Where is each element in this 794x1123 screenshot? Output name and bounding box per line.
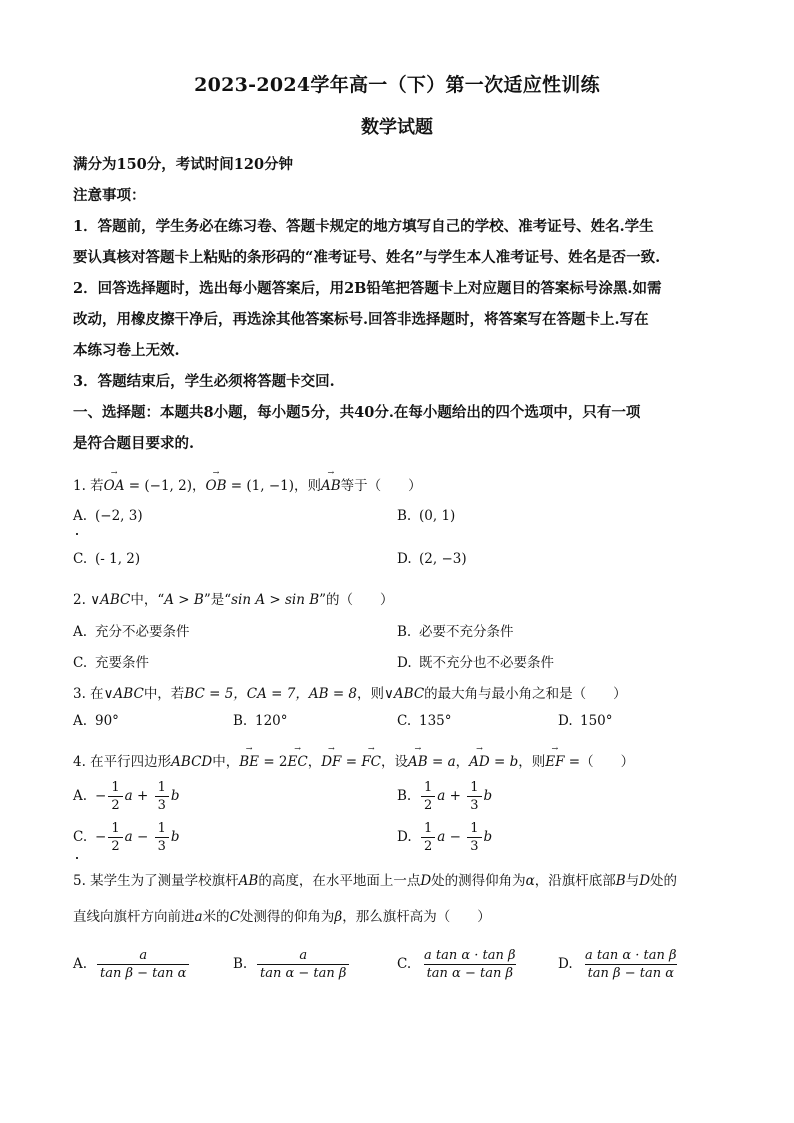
question-2-option-b: B. 必要不充分条件 <box>397 624 514 640</box>
question-5-option-a: A. $\frac{a}{\text{tan β − tan α}}$ <box>73 948 191 981</box>
question-1-option-b: B. (0, 1) <box>397 508 456 524</box>
question-5-stem-line-2: 直线向旗杆方向前进a米的C处测得的仰角为β，那么旗杆高为（ ） <box>73 909 491 925</box>
question-4-stem: 4. 在平行四边形ABCD中，→ BE = 2→ EC，→ DF = → FC，设→ AB = a，→ AD = b，则→ EF =（ ） <box>73 750 634 770</box>
section-1-line-1: 一、选择题：本题共8小题，每小题5分，共40分.在每小题给出的四个选项中，只有一项 <box>73 404 641 421</box>
vector-ec: → EC <box>288 754 308 770</box>
notes-title: 注意事项： <box>73 187 146 204</box>
note-1-line-2: 要认真核对答题卡上粘贴的条形码的“准考证号、姓名”与学生本人准考证号、姓名是否一致. <box>73 249 661 266</box>
question-5-option-b: B. $\frac{a}{\text{tan α − tan β}}$ <box>233 948 351 981</box>
question-1-option-c: C. (- 1, 2) <box>73 551 141 567</box>
vector-ab-2: → AB <box>408 754 428 770</box>
question-4-option-b: B. $\frac{1}{2}$ a + $\frac{1}{3}$ b <box>397 780 493 813</box>
vector-ef: → EF <box>545 754 564 770</box>
question-3-option-b: B. 120° <box>233 713 288 729</box>
note-2-line-2: 改动，用橡皮擦干净后，再选涂其他答案标号.回答非选择题时，将答案写在答题卡上.写在 <box>73 311 649 328</box>
question-5-option-d: D. $\frac{\text{a tan α · tan β}}{\text{tan β − tan α}}$ <box>558 948 677 981</box>
question-1-option-a: A. (−2, 3) <box>73 508 143 524</box>
vector-ad: → AD <box>469 754 490 770</box>
vector-df: → DF <box>321 754 341 770</box>
question-5-stem-line-1: 5. 某学生为了测量学校旗杆AB的高度，在水平地面上一点D处的测得仰角为α，沿旗杆底部B与D处的 <box>73 873 678 889</box>
question-2-option-c: C. 充要条件 <box>73 655 149 671</box>
note-1-line-1: 1．答题前，学生务必在练习卷、答题卡规定的地方填写自己的学校、准考证号、姓名.学生 <box>73 218 654 235</box>
note-2-line-3: 本练习卷上无效. <box>73 342 180 359</box>
note-2-line-1: 2．回答选择题时，选出每小题答案后，用2B铅笔把答题卡上对应题目的答案标号涂黑.如需 <box>73 280 662 297</box>
note-3: 3．答题结束后，学生必须将答题卡交回. <box>73 373 335 390</box>
vector-be: → BE <box>239 754 259 770</box>
question-2-stem: 2. ∨ABC中，“A > B”是“sin A > sin B”的（ ） <box>73 592 394 608</box>
question-2-option-a: A. 充分不必要条件 <box>73 624 190 640</box>
vector-ab: → AB <box>321 478 341 494</box>
question-4-option-c: C. − $\frac{1}{2}$ a − $\frac{1}{3}$ b <box>73 821 180 854</box>
question-3-option-c: C. 135° <box>397 713 452 729</box>
question-4-option-a: A. − $\frac{1}{2}$ a + $\frac{1}{3}$ b <box>73 780 180 813</box>
vector-ob: → OB <box>206 478 227 494</box>
stray-dot-2 <box>76 857 78 859</box>
question-2-option-d: D. 既不充分也不必要条件 <box>397 655 554 671</box>
exam-subtitle: 数学试题 <box>361 117 433 138</box>
exam-title: 2023-2024学年高一（下）第一次适应性训练 <box>194 74 600 96</box>
section-1-line-2: 是符合题目要求的. <box>73 435 195 452</box>
score-time: 满分为150分，考试时间120分钟 <box>73 156 294 173</box>
question-1-option-d: D. (2, −3) <box>397 551 467 567</box>
question-1-stem: 1. 若→ OA = (−1, 2)，→ OB = (1, −1)，则→ AB等于（ ） <box>73 474 422 494</box>
question-3-stem: 3. 在∨ABC中，若BC = 5，CA = 7，AB = 8，则∨ABC的最大角与最小角之和是（ ） <box>73 686 627 702</box>
question-3-option-d: D. 150° <box>558 713 613 729</box>
question-3-option-a: A. 90° <box>73 713 119 729</box>
stray-dot <box>76 533 78 535</box>
question-5-option-c: C. $\frac{\text{a tan α · tan β}}{\text{tan α − tan β}}$ <box>397 948 516 981</box>
vector-fc: → FC <box>361 754 381 770</box>
vector-oa: → OA <box>104 478 125 494</box>
question-4-option-d: D. $\frac{1}{2}$ a − $\frac{1}{3}$ b <box>397 821 493 854</box>
